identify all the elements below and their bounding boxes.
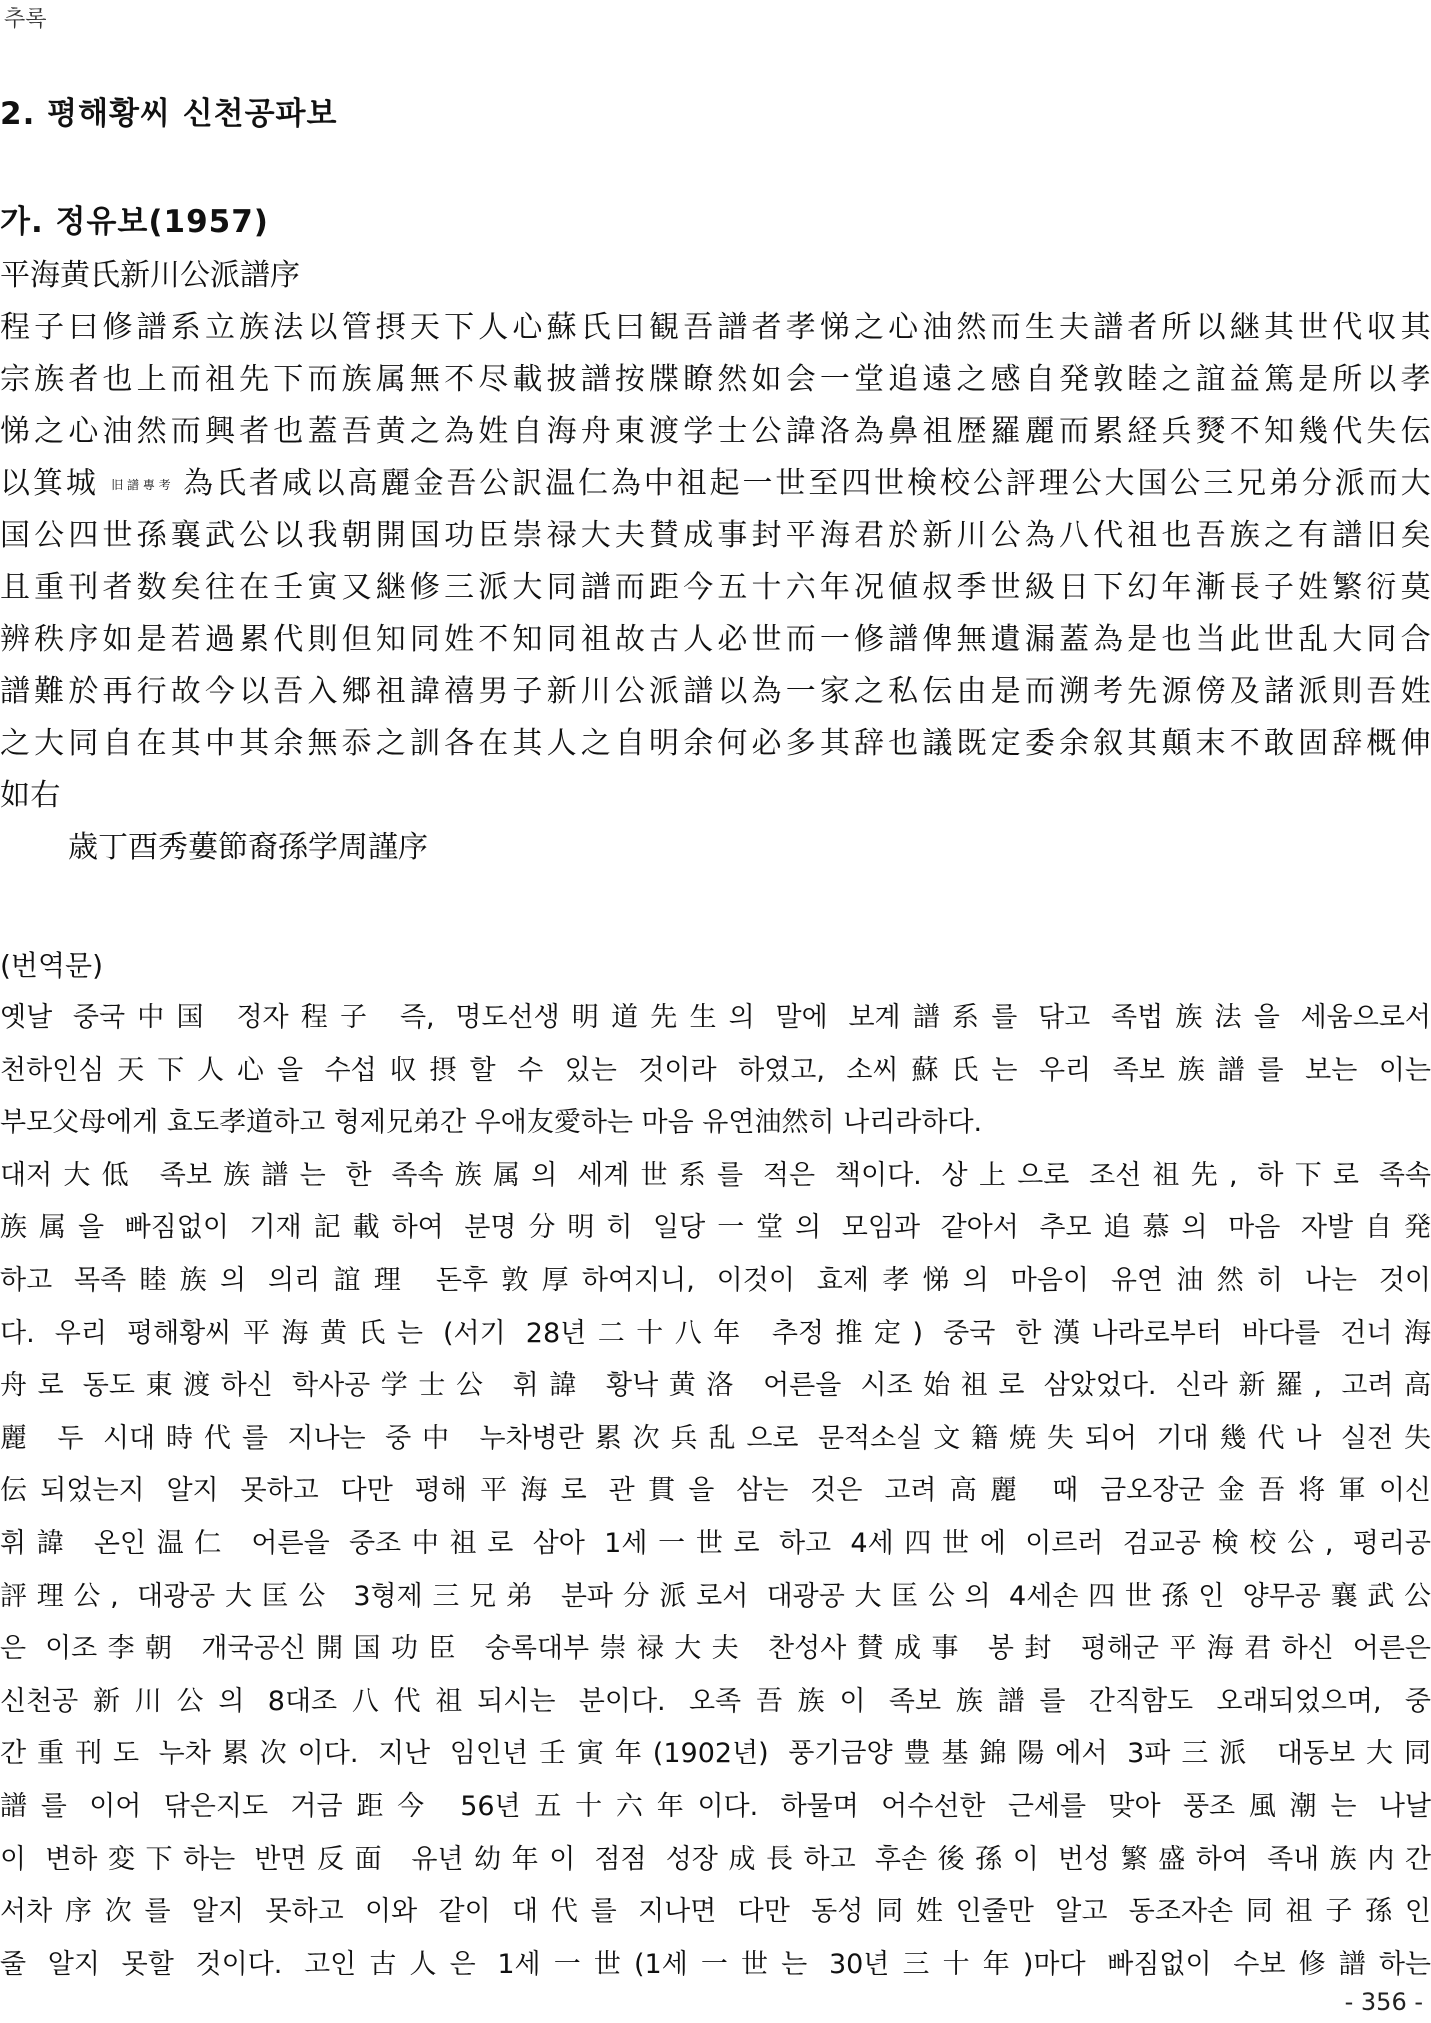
translation-line: 伝되었는지 알지 못하고 다만 평해平海로 관貫을 삼는 것은 고려高麗 때 금오장군金吾将軍이신 xyxy=(0,1475,1431,1507)
translation-line: 천하인심天下人心을 수섭収摂할 수 있는 것이라 하였고, 소씨蘇氏는 우리 족보族譜를 보는 이는 xyxy=(0,1054,1431,1086)
translation-line: 譜를 이어 닦은지도 거금距今 56년五十六年이다. 하물며 어수선한 근세를 맞아 풍조風潮는 나날 xyxy=(0,1790,1431,1822)
hanja-line: 譜難於再行故今以吾入郷祖諱禧男子新川公派譜以為一家之私伝由是而溯考先源傍及諸派則吾姓 xyxy=(0,674,1431,709)
hanja-line xyxy=(0,458,1431,510)
translation-line: 부모父母에게 효도孝道하고 형제兄弟간 우애友愛하는 마음 유연油然히 나리라하다. xyxy=(0,1107,983,1139)
translation-line: 다. 우리 평해황씨平海黄氏는 (서기 28년二十八年 추정推定) 중국 한漢나라로부터 바다를 건너海 xyxy=(0,1317,1431,1349)
translation-label: (번역문) xyxy=(0,949,103,982)
translation-line: 舟로 동도東渡하신 학사공学士公 휘諱 황낙黄洛 어른을 시조始祖로 삼았었다. 신라新羅, 고려高 xyxy=(0,1370,1431,1402)
hanja-preface xyxy=(0,250,1431,874)
translation-line: 評理公, 대광공大匡公 3형제三兄弟 분파分派로서 대광공大匡公의 4세손四世孫인 양무공襄武公 xyxy=(0,1580,1431,1612)
hanja-line: 宗族者也上而祖先下而族属無不尽載披譜按牒瞭然如会一堂追遠之感自発敦睦之誼益篤是所以孝 xyxy=(0,362,1431,397)
translation-line: 하고 목족睦族의 의리誼理 돈후敦厚하여지니, 이것이 효제孝悌의 마음이 유연油然히 나는 것이 xyxy=(0,1264,1431,1296)
translation-line: 族属을 빠짐없이 기재記載하여 분명分明히 일당一堂의 모임과 같아서 추모追慕의 마음 자발自発 xyxy=(0,1212,1431,1244)
translation-line: 줄 알지 못할 것이다. 고인古人은 1세一世(1세一世는 30년三十年)마다 빠짐없이 수보修譜하는 xyxy=(0,1948,1431,1980)
translation-line: 대저大低 족보族譜는 한 족속族属의 세계世系를 적은 책이다. 상上으로 조선祖先, 하下로 족속 xyxy=(0,1159,1431,1191)
hanja-line: 辨秩序如是若過累代則但知同姓不知同祖故古人必世而一修譜俾無遺漏蓋為是也当此世乱大同合 xyxy=(0,622,1431,657)
hanja-line: 国公四世孫襄武公以我朝開国功臣崇禄大夫賛成事封平海君於新川公為八代祖也吾族之有譜旧矣 xyxy=(0,518,1431,553)
page-number: - 356 - xyxy=(1344,1988,1423,2016)
translation-body xyxy=(0,992,1431,1991)
hanja-line: 且重刊者数矣往在壬寅又継修三派大同譜而距今五十六年况値叔季世級日下幻年漸長子姓繁衍莫 xyxy=(0,570,1431,605)
translation-line: 麗 두 시대時代를 지나는 중中 누차병란累次兵乱으로 문적소실文籍焼失되어 기대幾代나 실전失 xyxy=(0,1422,1431,1454)
hanja-line: 如右 xyxy=(0,778,61,813)
hanja-line-start: 以箕城 xyxy=(0,466,99,501)
interlinear-note: 旧 譜 專 考 xyxy=(111,477,171,492)
translation-line: 휘諱 온인温仁 어른을 중조中祖로 삼아 1세一世로 하고 4세四世에 이르러 검교공検校公, 평리공 xyxy=(0,1527,1431,1559)
translation-line: 간重刊도 누차累次이다. 지난 임인년壬寅年(1902년) 풍기금양豊基錦陽에서 3파三派 대동보大同 xyxy=(0,1738,1431,1770)
hanja-line: 悌之心油然而興者也蓋吾黄之為姓自海舟東渡学士公諱洛為鼻祖歴羅麗而累経兵燹不知幾代失伝 xyxy=(0,414,1431,449)
hanja-line: 程子曰修譜系立族法以管摂天下人心蘇氏曰観吾譜者孝悌之心油然而生夫譜者所以継其世代収其 xyxy=(0,310,1431,345)
hanja-preface-title: 平海黄氏新川公派譜序 xyxy=(0,258,300,293)
translation-line: 신천공新川公의 8대조八代祖되시는 분이다. 오족吾族이 족보族譜를 간직함도 오래되었으며, 중 xyxy=(0,1685,1431,1717)
hanja-line-rest: 為氏者咸以高麗金吾公訳温仁為中祖起一世至四世検校公評理公大国公三兄弟分派而大 xyxy=(183,466,1431,501)
section-heading: 2. 평해황씨 신천공파보 xyxy=(0,96,338,132)
translation-line: 서차序次를 알지 못하고 이와 같이 대代를 지나면 다만 동성同姓인줄만 알고 동조자손同祖子孫인 xyxy=(0,1896,1431,1928)
translation-line: 이 변하変下하는 반면反面 유년幼年이 점점 성장成長하고 후손後孫이 번성繁盛하여 족내族内간 xyxy=(0,1843,1431,1875)
translation-line: 은 이조李朝 개국공신開国功臣 숭록대부崇禄大夫 찬성사賛成事 봉封 평해군平海君하신 어른은 xyxy=(0,1633,1431,1665)
running-head: 추록 xyxy=(4,7,47,32)
translation-line: 옛날 중국中国 정자程子 즉, 명도선생明道先生의 말에 보계譜系를 닦고 족법族法을 세움으로서 xyxy=(0,1002,1431,1033)
sub-heading: 가. 정유보(1957) xyxy=(0,204,269,240)
hanja-line: 之大同自在其中其余無忝之訓各在其人之自明余何必多其辞也議既定委余叙其顛末不敢固辞概伸 xyxy=(0,726,1431,761)
hanja-signature: 歳丁酉秀蔞節裔孫学周謹序 xyxy=(68,830,428,865)
